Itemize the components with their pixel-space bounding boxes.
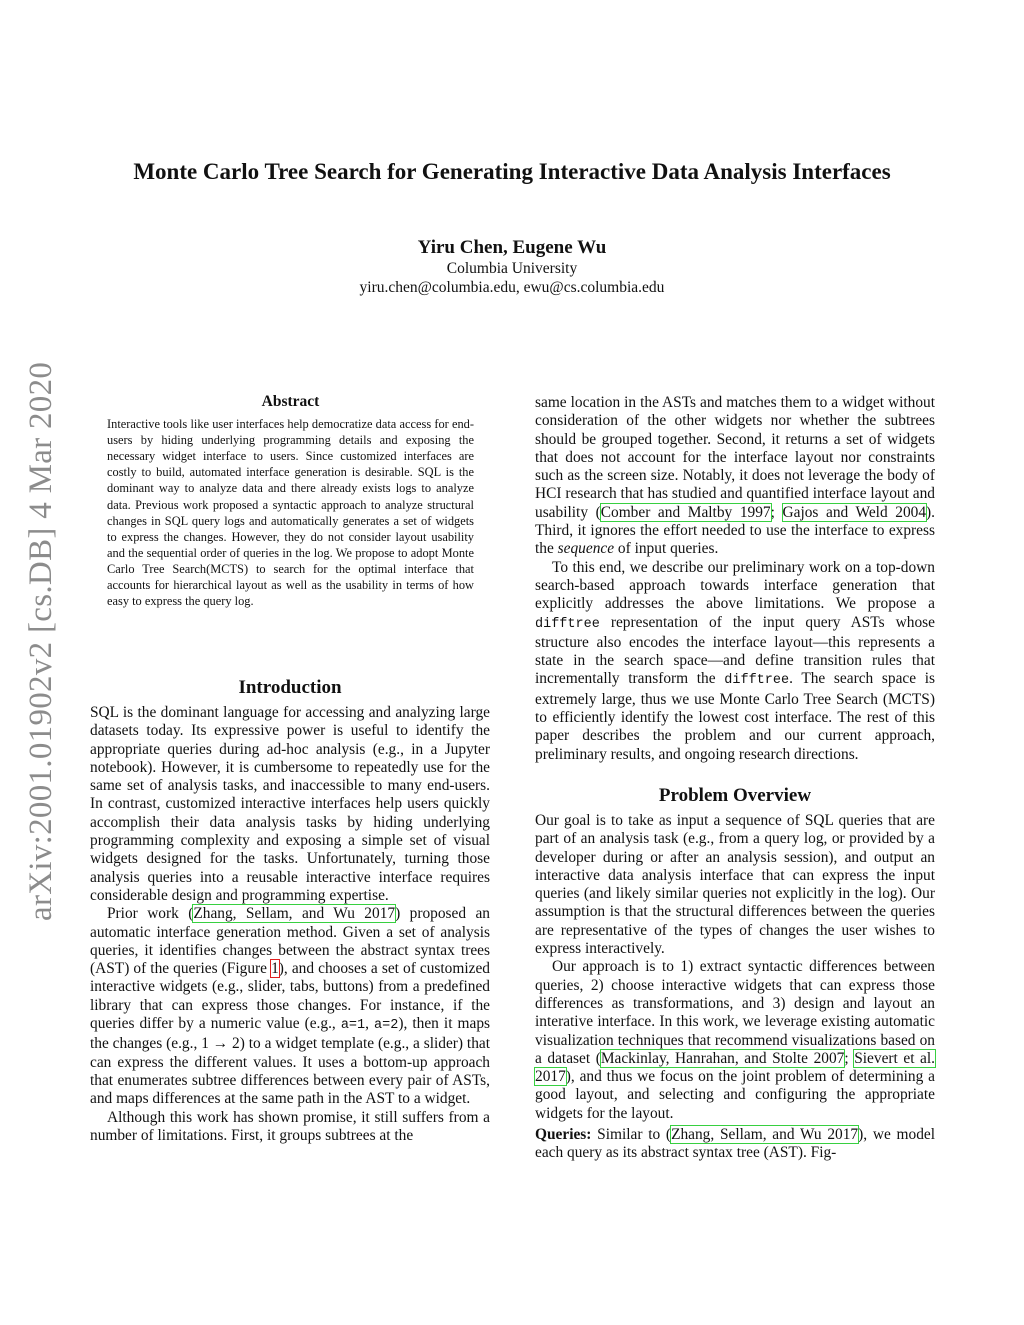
author-affiliation: Columbia University xyxy=(446,260,578,277)
inline-code: a=1 xyxy=(340,1018,366,1034)
abstract-heading: Abstract xyxy=(261,393,320,410)
problem-paragraph-2: Our approach is to 1) extract syntactic differences between queries, 2) choose interactive widgets that can express those differences as transformations, and 3) design and layout an interative interface. In this work, we leverage existing automatic visualization techniques that recommend visualizations based on a dataset (Mackinlay, Hanrahan, and Stolte 2007; Sievert et al. 2017), and thus we focus on the joint problem of determining a good layout, and selecting and configuring the appropriate widgets for the layout. xyxy=(535,958,936,1122)
intro-paragraph-3: Although this work has shown promise, it still suffers from a number of limitations. First, it groups subtrees at the xyxy=(90,1108,490,1144)
citation-link[interactable]: Gajos and Weld 2004 xyxy=(782,503,927,521)
citation-link[interactable]: Sievert et al. 2017 xyxy=(535,1049,936,1086)
paper-title: Monte Carlo Tree Search for Generating Interactive Data Analysis Interfaces xyxy=(133,159,891,184)
paper-authors: Yiru Chen, Eugene Wu xyxy=(417,237,607,258)
left-column xyxy=(90,676,490,1145)
intro-paragraph-1: SQL is the dominant language for accessing and analyzing large datasets today. Its expressive power is useful to identify the appropriate queries during ad-hoc analysis (e.g., in a Jupyter notebook). However, it is cumbersome to repeatedly use for the same set of analysis tasks, and inaccessible to many end-users. In contrast, customized interactive interfaces help users quickly accomplish their data analysis tasks by hiding underlying programming complexity and exposing a simple set of visual widgets designed for the tasks. Unfortunately, turning those analysis queries into a reusable interactive interface requires considerable design and programming expertise. xyxy=(90,704,490,904)
inline-code: difftree xyxy=(724,673,790,689)
inline-code: a=2 xyxy=(374,1018,399,1034)
intro-paragraph-2: Prior work (Zhang, Sellam, and Wu 2017) proposed an automatic interface generation method. Given a set of analysis queries, it identifies changes between the abstract syntax trees (AST) of the queries (Figure 1), and chooses a set of customized interactive widgets (e.g., slider, tabs, buttons) from a predefined library that can express those changes. For instance, if the queries differ by a numeric value (e.g., a=1, a=2), then it maps the changes (e.g., 1 → 2) to a widget template (e.g., a slider) that can express the different values. It uses a bottom-up approach that enumerates subtree differences between every pair of ASTs, and maps differences at the same path in the AST to a widget. xyxy=(90,905,491,1108)
figure-reference-link[interactable]: 1 xyxy=(271,960,279,978)
problem-paragraph-1: Our goal is to take as input a sequence of SQL queries that are part of an analysis task (e.g., from a query log, or provided by a developer during or after an analysis session), and output an interactive data analysis interface that can express the input queries (and likely similar queries not explicitly in the log). Our assumption is that the structural differences between the queries are representative of the types of changes the user wishes to express interactively. xyxy=(535,811,935,958)
citation-link[interactable]: Comber and Maltby 1997 xyxy=(600,503,771,521)
abstract-section xyxy=(107,394,474,609)
introduction-heading: Introduction xyxy=(238,677,342,698)
citation-link[interactable]: Mackinlay, Hanrahan, and Stolte 2007 xyxy=(600,1049,845,1067)
inline-code: difftree xyxy=(535,616,600,632)
queries-label: Queries: xyxy=(535,1125,592,1143)
queries-paragraph: Queries: Similar to (Zhang, Sellam, and Wu 2017), we model each query as its abstract syntax tree (AST). Fig- xyxy=(535,1125,935,1162)
right-paragraph-2: To this end, we describe our preliminary work on a top-down search-based approach towards interface generation that explicitly addresses the above limitations. We propose a difftree representation of the input query ASTs whose structure also encodes the interface layout—this represents a state in the search space—and define transition rules that incrementally transform the difftree. The search space is extremely large, thus we use Monte Carlo Tree Search (MCTS) to efficiently identify the lowest cost interface. The rest of this paper describes the problem and our current approach, preliminary results, and ongoing research directions. xyxy=(535,558,935,763)
right-column xyxy=(535,394,935,1163)
right-paragraph-1: same location in the ASTs and matches them to a widget without consideration of the other widgets nor whether the subtrees should be grouped together. Second, it returns a set of widgets that does not account for the interface layout nor constraints such as the screen size. Notably, it does not leverage the body of HCI research that has studied and quantified interface layout and usability (Comber and Maltby 1997; Gajos and Weld 2004). Third, it ignores the effort needed to use the interface to express the sequence of input queries. xyxy=(535,394,936,558)
citation-link[interactable]: Zhang, Sellam, and Wu 2017 xyxy=(671,1125,859,1143)
author-emails: yiru.chen@columbia.edu, ewu@cs.columbia.edu xyxy=(359,279,665,296)
citation-link[interactable]: Zhang, Sellam, and Wu 2017 xyxy=(193,905,396,923)
abstract-text: Interactive tools like user interfaces help democratize data access for end-users by hiding underlying programming details and exposing the necessary widget interface to users. Since customized interfaces are costly to build, automated interface generation is desirable. SQL is the dominant way to analyze data and there already exists logs to analyze data. Previous work proposed a syntactic approach to analyze structural changes in SQL query logs and automatically generates a set of widgets to express the changes. However, they do not consider layout usability and the sequential order of queries in the log. We propose to adopt Monte Carlo Tree Search(MCTS) to search for the optimal interface that accounts for hierarchical layout as well as the usability in terms of how easy to express the query log. xyxy=(107,417,474,609)
arxiv-identifier: arXiv:2001.01902v2 [cs.DB] 4 Mar 2020 xyxy=(23,361,59,921)
problem-overview-heading: Problem Overview xyxy=(658,784,812,806)
